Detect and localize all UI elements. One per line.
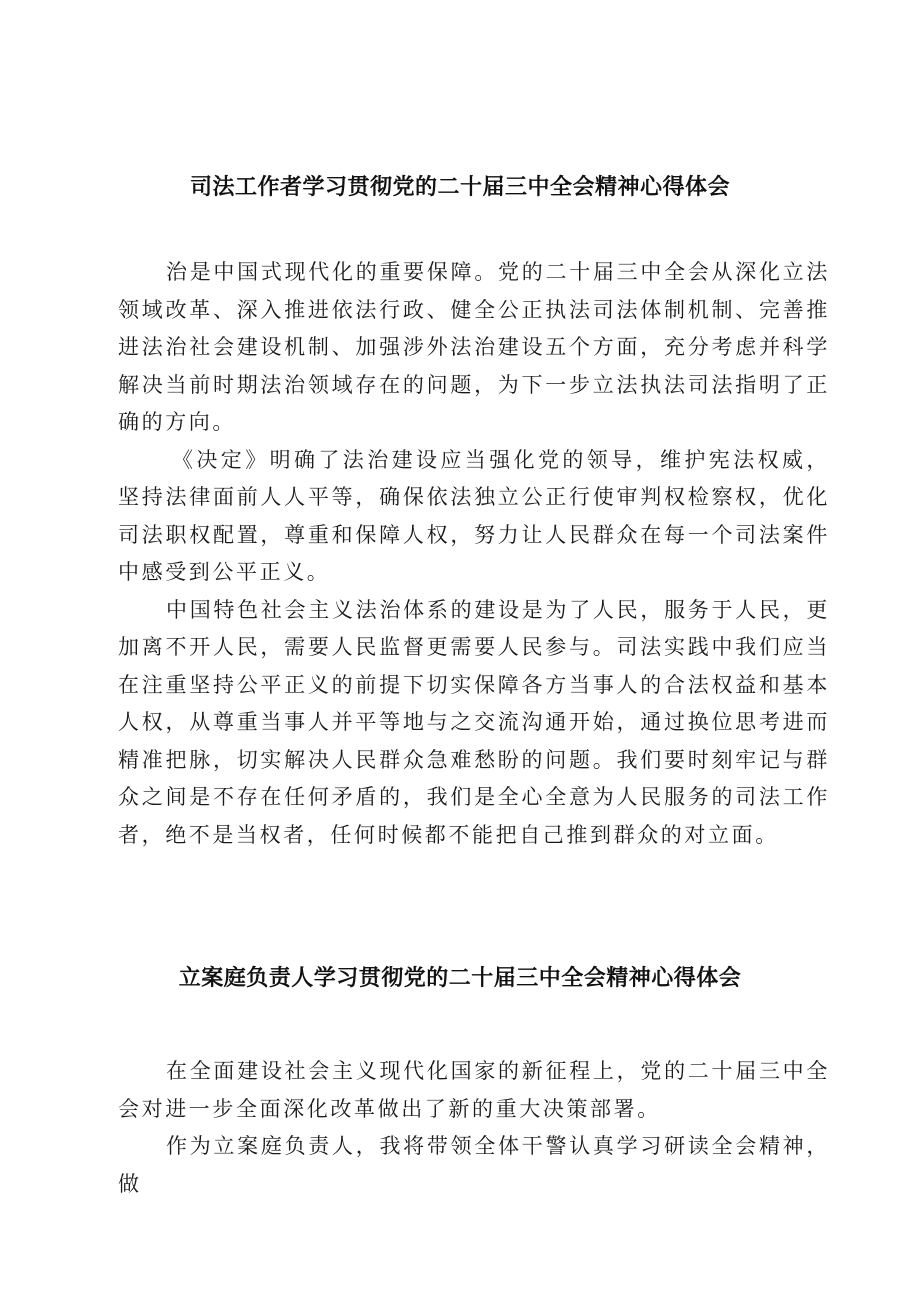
section-1-body: [118, 254, 830, 854]
section-2-title: 立案庭负责人学习贯彻党的二十届三中全会精神心得体会: [178, 966, 742, 991]
paragraph: 中国特色社会主义法治体系的建设是为了人民，服务于人民，更加离不开人民，需要人民监督更需要人民参与。司法实践中我们应当在注重坚持公平正义的前提下切实保障各方当事人的合法权益和基本人权，从尊重当事人并平等地与之交流沟通开始，通过换位思考进而精准把脉，切实解决人民群众急难愁盼的问题。我们要时刻牢记与群众之间是不存在任何矛盾的，我们是全心全意为人民服务的司法工作者，绝不是当权者，任何时候都不能把自己推到群众的对立面。: [118, 597, 830, 847]
paragraph: 作为立案庭负责人，我将带领全体干警认真学习研读全会精神，做: [118, 1134, 830, 1196]
section-2-body: [118, 1053, 830, 1203]
paragraph: 《决定》明确了法治建设应当强化党的领导，维护宪法权威，坚持法律面前人人平等，确保依法独立公正行使审判权检察权，优化司法职权配置，尊重和保障人权，努力让人民群众在每一个司法案件中感受到公平正义。: [118, 447, 830, 584]
paragraph: 在全面建设社会主义现代化国家的新征程上，党的二十届三中全会对进一步全面深化改革做出了新的重大决策部署。: [118, 1059, 830, 1121]
section-1-title: 司法工作者学习贯彻党的二十届三中全会精神心得体会: [189, 175, 730, 200]
paragraph: 治是中国式现代化的重要保障。党的二十届三中全会从深化立法领域改革、深入推进依法行政、健全公正执法司法体制机制、完善推进法治社会建设机制、加强涉外法治建设五个方面，充分考虑并科学解决当前时期法治领域存在的问题，为下一步立法执法司法指明了正确的方向。: [118, 260, 830, 434]
